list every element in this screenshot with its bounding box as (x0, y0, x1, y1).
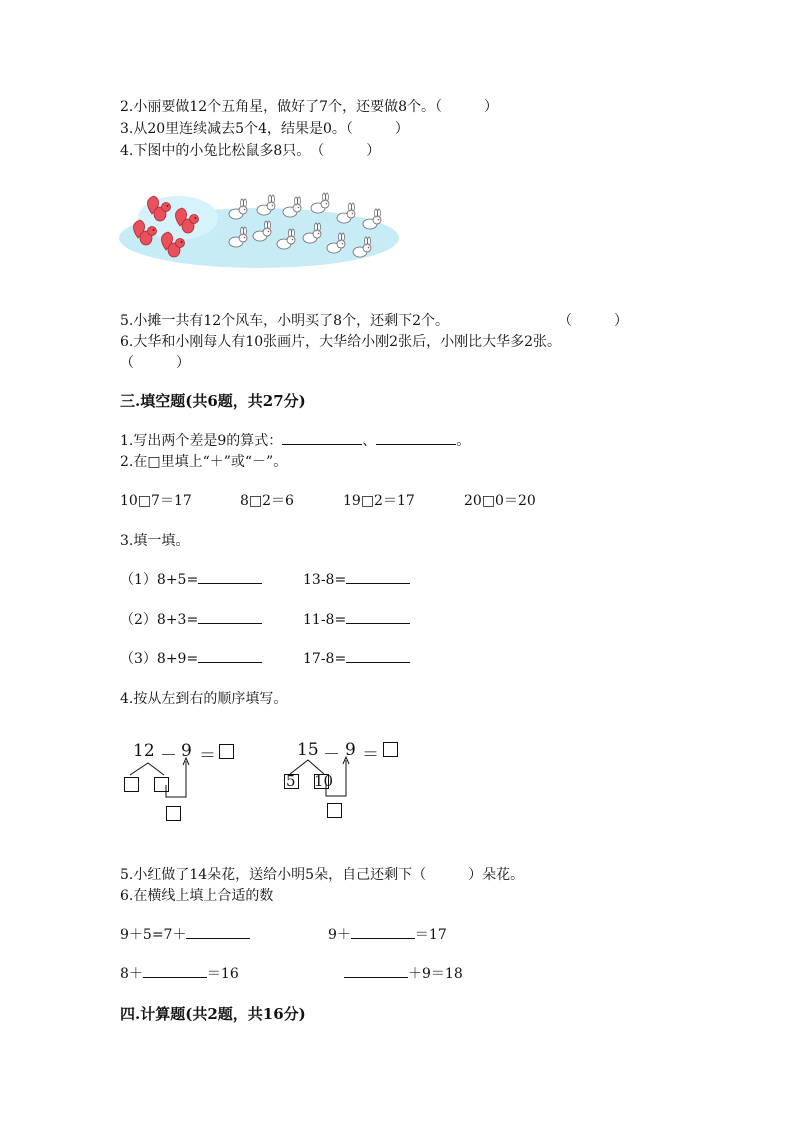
fill-q2-item: 20□0＝20 (464, 493, 536, 509)
fill-q6-d: ＋9＝18 (344, 963, 463, 983)
diagram2-number-a: 15 (297, 740, 319, 760)
fill-q2: 2.在□里填上“＋”或“－”。 (120, 454, 288, 470)
diagram1-number-a: 12 (133, 741, 155, 761)
answer-blank[interactable] (198, 569, 262, 584)
answer-blank[interactable] (346, 648, 410, 663)
diagram1-result-box[interactable] (219, 744, 234, 759)
diagram1-split-box-left[interactable] (124, 777, 139, 792)
judge-q6: 6.大华和小刚每人有10张画片，大华给小刚2张后，小刚比大华多2张。 (120, 334, 561, 350)
answer-blank[interactable] (143, 963, 207, 978)
diagram2-result-box[interactable] (383, 742, 398, 757)
diagram2-minus: － (323, 745, 340, 765)
diagram1-number-b: 9 (181, 741, 192, 761)
fill-q6-b: 9＋ ＝17 (328, 924, 447, 944)
fill-q6-c: 8＋ ＝16 (120, 963, 239, 983)
judge-q5-paren: （ ） (558, 313, 628, 329)
rabbit-icon (311, 193, 329, 213)
answer-blank[interactable] (198, 609, 262, 624)
judge-q4: 4.下图中的小兔比松鼠多8只。 （ ） (120, 143, 381, 159)
diagram2-equals: ＝ (362, 745, 379, 765)
section3-title: 三.填空题(共6题，共27分) (120, 392, 306, 410)
fill-q6-a: 9＋5=7＋ (120, 924, 250, 944)
diagram1-split-box-right[interactable] (154, 777, 169, 792)
diagram1-equals: ＝ (199, 746, 216, 766)
diagram1-minus: － (160, 746, 177, 766)
fill-q3-row: 17-8= (303, 648, 410, 667)
judge-q2: 2.小丽要做12个五角星，做好了7个，还要做8个。（ ） (120, 99, 498, 115)
fill-q3-row: 11-8= (303, 609, 410, 628)
fill-q2-item: 8□2＝6 (240, 493, 294, 509)
fill-q3-row: （2）8+3= (120, 609, 262, 629)
fill-q1: 1.写出两个差是9的算式： 、 。 (120, 430, 470, 450)
judge-q5: 5.小摊一共有12个风车，小明买了8个，还剩下2个。 (120, 313, 449, 329)
answer-blank[interactable] (346, 609, 410, 624)
answer-blank[interactable] (344, 963, 408, 978)
fill-q3-row: 13-8= (303, 569, 410, 588)
fill-q2-item: 19□2＝17 (343, 493, 415, 509)
fill-q4: 4.按从左到右的顺序填写。 (120, 691, 288, 707)
judge-q3: 3.从20里连续减去5个4，结果是0。（ ） (120, 121, 409, 137)
diagram2-split-value-left: 5 (286, 772, 296, 790)
answer-blank[interactable] (351, 924, 415, 939)
fill-q5: 5.小红做了14朵花，送给小明5朵，自己还剩下（ ）朵花。 (120, 867, 525, 883)
fill-q3-row: （3）8+9= (120, 648, 262, 668)
squirrel-rabbit-image (118, 188, 400, 272)
diagram2-split-value-right: 10 (314, 772, 334, 790)
answer-blank[interactable] (376, 430, 456, 445)
diagram2-step-box[interactable] (327, 803, 342, 818)
fill-q6: 6.在横线上填上合适的数 (120, 888, 274, 904)
diagram1-step-box[interactable] (166, 806, 181, 821)
fill-q2-item: 10□7＝17 (120, 493, 192, 509)
answer-blank[interactable] (346, 569, 410, 584)
diagram2-number-b: 9 (345, 740, 356, 760)
answer-blank[interactable] (282, 430, 362, 445)
fill-q3-row: （1）8+5= (120, 569, 262, 589)
answer-blank[interactable] (186, 924, 250, 939)
judge-q6-paren: （ ） (120, 355, 190, 371)
fill-q3: 3.填一填。 (120, 533, 190, 549)
answer-blank[interactable] (198, 648, 262, 663)
section4-title: 四.计算题(共2题，共16分) (120, 1005, 306, 1023)
